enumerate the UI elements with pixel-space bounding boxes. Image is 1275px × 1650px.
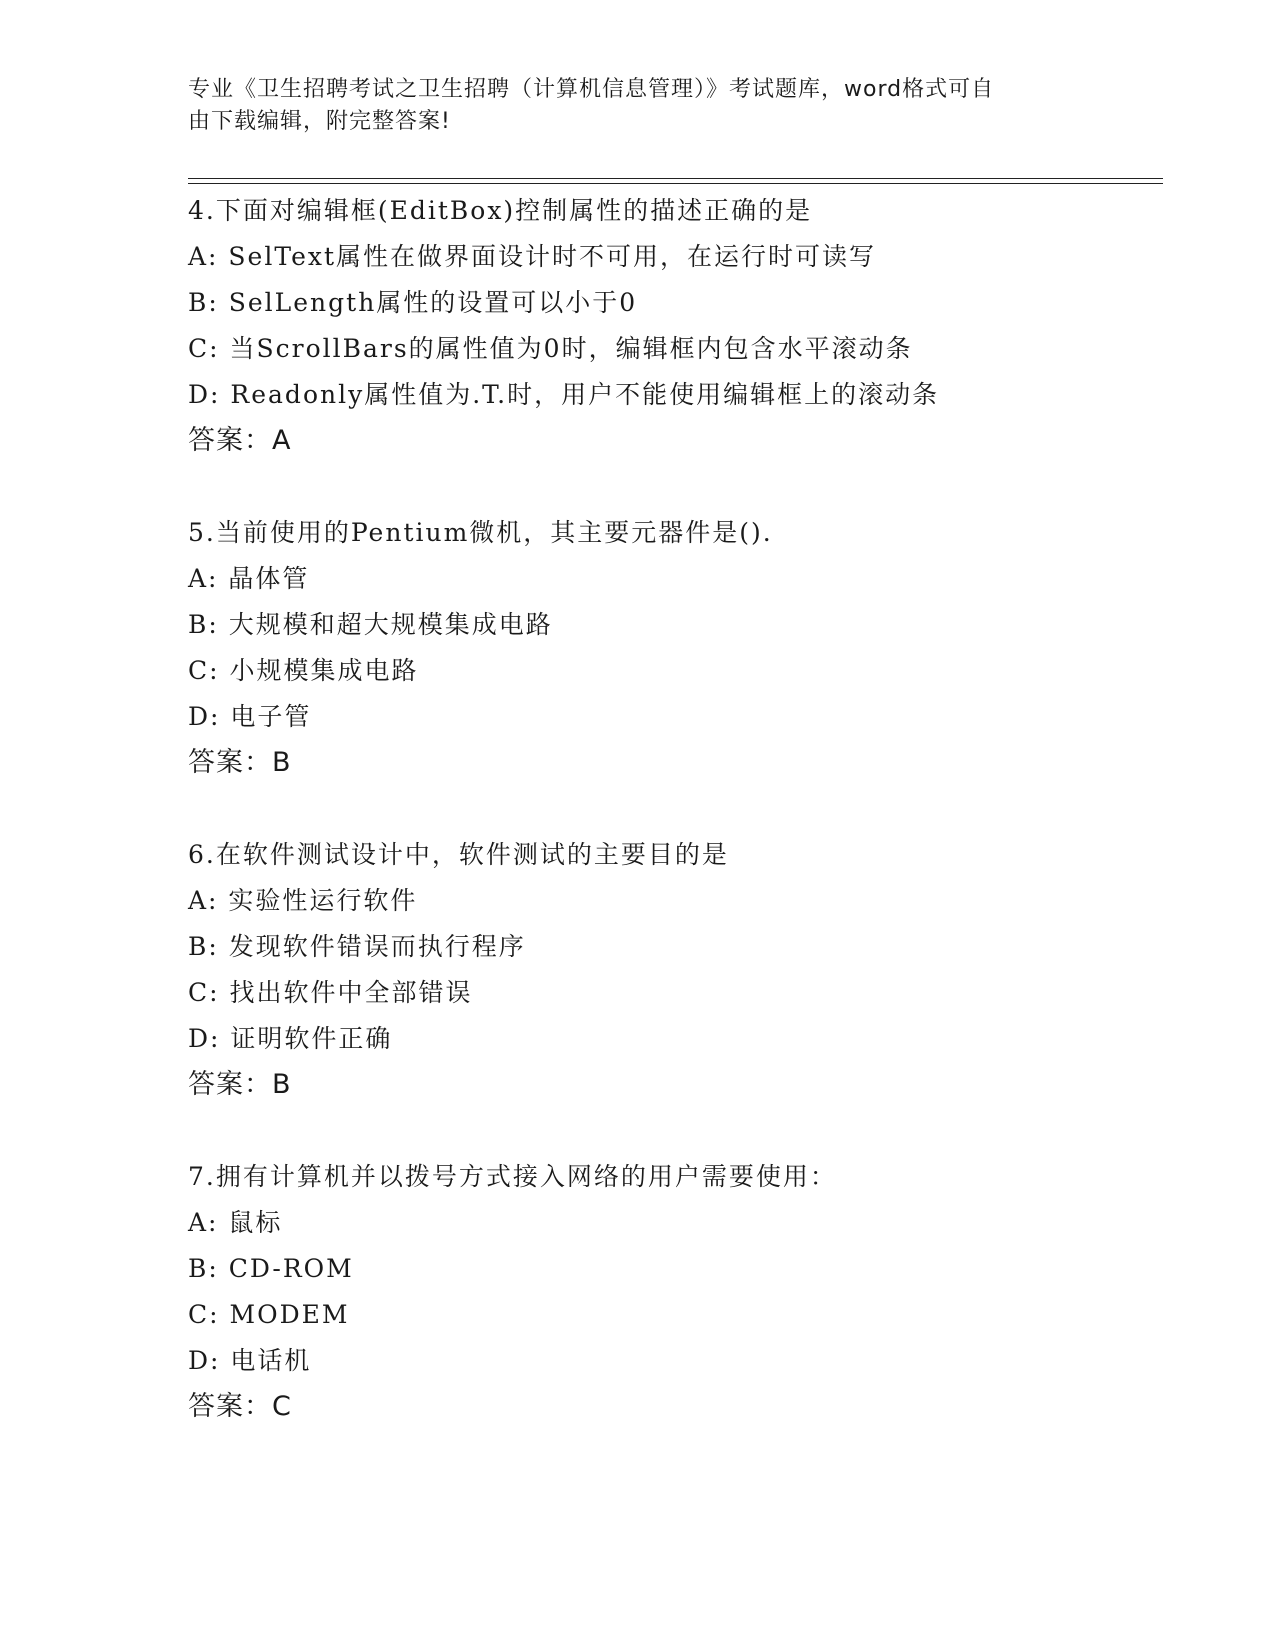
answer-line: 答案：C [188, 1391, 292, 1422]
question-stem: 7.拥有计算机并以拨号方式接入网络的用户需要使用： [188, 1162, 837, 1191]
document-header [188, 74, 1088, 138]
question-list [188, 188, 1148, 1476]
header-line-2: 由下载编辑，附完整答案! [188, 109, 451, 134]
option-a: A: 实验性运行软件 [188, 886, 418, 915]
option-c: C: 当ScrollBars的属性值为0时，编辑框内包含水平滚动条 [188, 334, 913, 363]
header-divider-bottom [188, 183, 1163, 184]
option-d: D: 证明软件正确 [188, 1024, 393, 1053]
option-b: B: 发现软件错误而执行程序 [188, 932, 526, 961]
question-7 [188, 1154, 1148, 1430]
answer-line: 答案：A [188, 425, 292, 456]
question-stem: 5.当前使用的Pentium微机，其主要元器件是(). [188, 518, 773, 547]
header-divider-top [188, 178, 1163, 179]
option-b: B: SelLength属性的设置可以小于0 [188, 288, 638, 317]
option-b: B: CD-ROM [188, 1254, 354, 1283]
option-d: D: Readonly属性值为.T.时，用户不能使用编辑框上的滚动条 [188, 380, 940, 409]
option-c: C: 小规模集成电路 [188, 656, 419, 685]
option-d: D: 电子管 [188, 702, 312, 731]
answer-line: 答案：B [188, 1069, 292, 1100]
option-c: C: MODEM [188, 1300, 350, 1329]
option-d: D: 电话机 [188, 1346, 312, 1375]
question-stem: 6.在软件测试设计中，软件测试的主要目的是 [188, 840, 729, 869]
option-c: C: 找出软件中全部错误 [188, 978, 473, 1007]
option-b: B: 大规模和超大规模集成电路 [188, 610, 553, 639]
option-a: A: SelText属性在做界面设计时不可用，在运行时可读写 [188, 242, 877, 271]
option-a: A: 鼠标 [188, 1208, 283, 1237]
question-4 [188, 188, 1148, 464]
answer-line: 答案：B [188, 747, 292, 778]
option-a: A: 晶体管 [188, 564, 310, 593]
question-stem: 4.下面对编辑框(EditBox)控制属性的描述正确的是 [188, 196, 813, 225]
question-6 [188, 832, 1148, 1108]
question-5 [188, 510, 1148, 786]
header-line-1: 专业《卫生招聘考试之卫生招聘（计算机信息管理）》考试题库，word格式可自 [188, 77, 995, 102]
